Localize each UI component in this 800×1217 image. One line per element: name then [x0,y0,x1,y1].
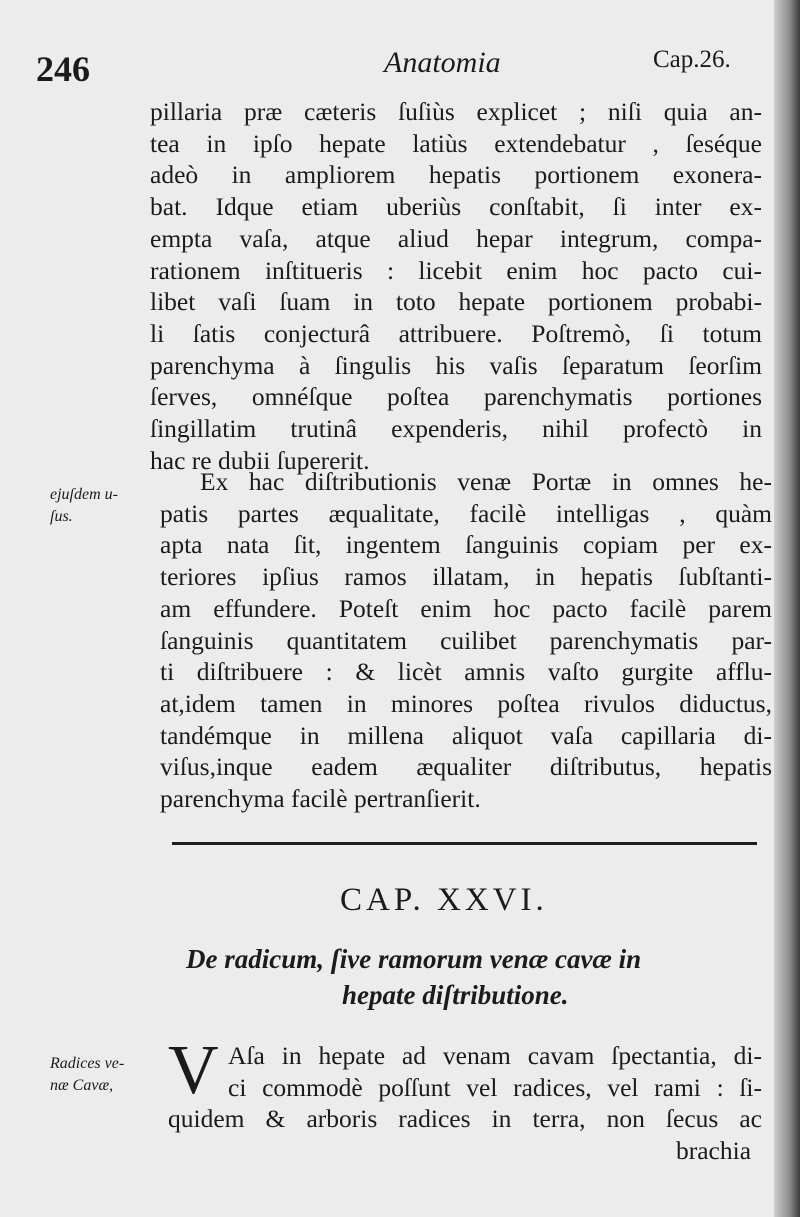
text-line: ſerves, omnéſque poſtea parenchymatis portiones [150,382,762,412]
text-line: parenchyma à ſingulis his vaſis ſeparatum ſeorſim [150,350,762,380]
paragraph-1 [150,96,762,476]
drop-cap-initial: V [168,1032,219,1109]
margin-note-line: ejuſdem u- [50,486,118,503]
chapter-heading: CAP. XXVI. [340,882,548,918]
margin-note-line: Radices ve- [50,1055,125,1072]
chapter-subtitle-line-1: De radicum, ſive ramorum venæ cavæ in [186,944,642,974]
paragraph-3 [168,1040,762,1135]
text-line: li ſatis conjecturâ attribuere. Poſtremò, ſi totum [150,318,762,348]
text-line: quidem & arboris radices in terra, non ſecus ac [168,1104,762,1134]
text-line: adeò in ampliorem hepatis portionem exonera- [150,160,762,190]
text-line: am effundere. Poteſt enim hoc pacto facilè parem [160,593,772,623]
text-line: ti diſtribuere : & licèt amnis vaſto gurgite afflu- [160,657,772,687]
text-line: at,idem tamen in minores poſtea rivulos diductus, [160,688,772,718]
margin-note-radices-venae-cavae [50,1053,124,1097]
text-line: tandémque in millena aliquot vaſa capillaria di- [160,720,772,750]
text-line: Ex hac diſtributionis venæ Portæ in omnes he- [200,467,772,496]
catchword: brachia [676,1136,752,1165]
margin-note-line: ſus. [50,508,73,525]
text-line: parenchyma facilè pertranſierit. [160,784,481,814]
chapter-subtitle-line-2: hepate diſtributione. [342,980,569,1010]
text-line: hac re dubii ſupererit. [150,445,370,475]
page-gutter-shadow [774,0,800,1217]
chapter-reference: Cap.26. [653,46,731,73]
running-title: Anatomia [384,46,501,79]
paragraph-2 [160,466,772,815]
page-number: 246 [36,49,90,89]
text-line: pillaria præ cæteris ſuſiùs explicet ; niſi quia an- [150,97,762,126]
text-line: ſanguinis quantitatem cuilibet parenchymatis par- [160,625,772,655]
text-line: viſus,inque eadem æqualiter diſtributus, hepatis [160,752,772,782]
text-line: patis partes æqualitate, facilè intelligas , quàm [160,498,772,528]
text-line: apta nata ſit, ingentem ſanguinis copiam per ex- [160,530,772,560]
text-line: Aſa in hepate ad venam cavam ſpectantia, di- [228,1041,762,1070]
text-line: ſingillatim trutinâ expenderis, nihil profectò in [150,414,762,444]
text-line: teriores ipſius ramos illatam, in hepatis ſubſtanti- [160,562,772,592]
text-line: tea in ipſo hepate latiùs extendebatur , ſeséque [150,128,762,158]
text-line: bat. Idque etiam uberiùs conſtabit, ſi inter ex- [150,192,762,222]
text-line: ci commodè poſſunt vel radices, vel rami : ſi- [228,1072,762,1102]
section-divider-rule [172,842,757,845]
text-line: libet vaſi ſuam in toto hepate portionem probabi- [150,287,762,317]
margin-note-ejusdem-usus [50,484,118,528]
margin-note-line: næ Cavæ, [50,1077,114,1094]
text-line: empta vaſa, atque aliud hepar integrum, compa- [150,223,762,253]
text-line: rationem inſtitueris : licebit enim hoc pacto cui- [150,255,762,285]
